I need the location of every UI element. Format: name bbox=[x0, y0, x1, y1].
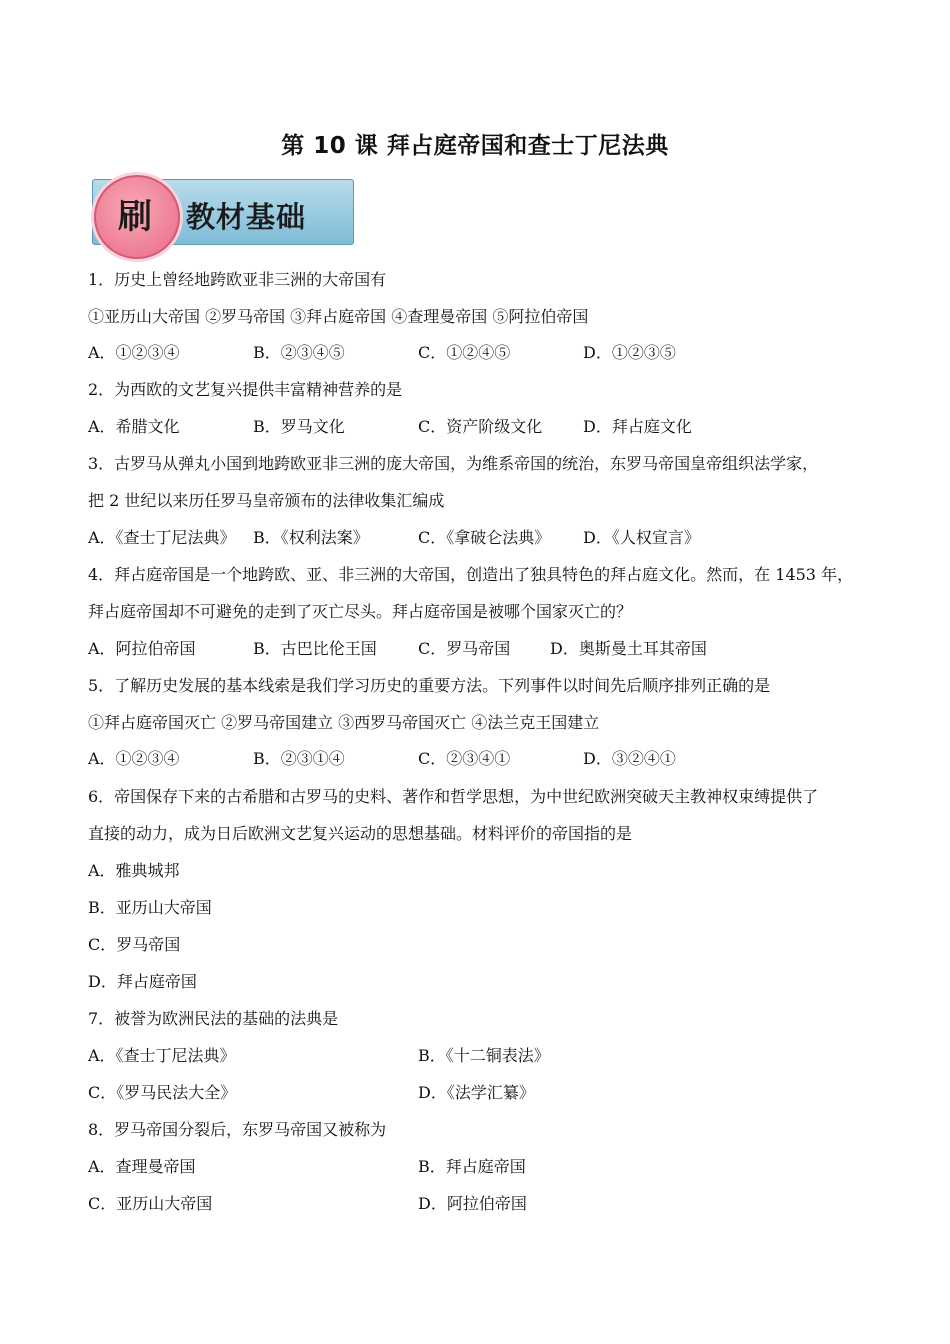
question-2-option-a: A．希腊文化 bbox=[88, 417, 180, 436]
question-8-option-d: D．阿拉伯帝国 bbox=[418, 1194, 527, 1213]
question-1-option-d: D．①②③⑤ bbox=[583, 343, 676, 362]
question-3-option-d: D．《人权宣言》 bbox=[583, 528, 700, 547]
question-4-stem-1: 4．拜占庭帝国是一个地跨欧、亚、非三洲的大帝国，创造出了独具特色的拜占庭文化。然而，在 1453 年， bbox=[88, 565, 854, 584]
question-7-option-c: C．《罗马民法大全》 bbox=[88, 1083, 237, 1102]
banner-label: 教材基础 bbox=[186, 200, 307, 234]
question-3-stem-2: 把 2 世纪以来历任罗马皇帝颁布的法律收集汇编成 bbox=[88, 491, 445, 510]
question-7-option-b: B．《十二铜表法》 bbox=[418, 1046, 550, 1065]
question-8-stem-1: 8．罗马帝国分裂后，东罗马帝国又被称为 bbox=[88, 1120, 387, 1139]
question-5-option-c: C．②③④① bbox=[418, 749, 511, 768]
question-1-stem-2: ①亚历山大帝国 ②罗马帝国 ③拜占庭帝国 ④查理曼帝国 ⑤阿拉伯帝国 bbox=[88, 307, 589, 326]
question-3-option-c: C．《拿破仑法典》 bbox=[418, 528, 551, 547]
question-2-option-b: B．罗马文化 bbox=[253, 417, 345, 436]
question-6-stem-1: 6．帝国保存下来的古希腊和古罗马的史料、著作和哲学思想，为中世纪欧洲突破天主教神权束缚提供了 bbox=[88, 787, 819, 806]
question-4-option-c: C．罗马帝国 bbox=[418, 639, 511, 658]
question-8-option-a: A．查理曼帝国 bbox=[88, 1157, 196, 1176]
question-3-option-b: B．《权利法案》 bbox=[253, 528, 369, 547]
page-title: 第 10 课 拜占庭帝国和查士丁尼法典 bbox=[281, 133, 669, 159]
question-6-option-c: C．罗马帝国 bbox=[88, 935, 181, 954]
question-6-option-a: A．雅典城邦 bbox=[88, 861, 180, 880]
banner-badge-text: 刷 bbox=[118, 197, 152, 237]
question-7-option-a: A．《查士丁尼法典》 bbox=[88, 1046, 236, 1065]
question-2-option-d: D．拜占庭文化 bbox=[583, 417, 692, 436]
question-5-option-a: A．①②③④ bbox=[88, 749, 180, 768]
question-6-option-d: D．拜占庭帝国 bbox=[88, 972, 197, 991]
question-6-option-b: B．亚历山大帝国 bbox=[88, 898, 212, 917]
question-4-option-b: B．古巴比伦王国 bbox=[253, 639, 377, 658]
question-5-option-d: D．③②④① bbox=[583, 749, 676, 768]
question-3-option-a: A．《查士丁尼法典》 bbox=[88, 528, 236, 547]
question-8-option-b: B．拜占庭帝国 bbox=[418, 1157, 526, 1176]
question-1-option-b: B．②③④⑤ bbox=[253, 343, 345, 362]
question-8-option-c: C．亚历山大帝国 bbox=[88, 1194, 213, 1213]
question-5-option-b: B．②③①④ bbox=[253, 749, 345, 768]
question-4-option-a: A．阿拉伯帝国 bbox=[88, 639, 196, 658]
section-banner bbox=[90, 177, 354, 247]
question-1-option-a: A．①②③④ bbox=[88, 343, 180, 362]
question-2-stem-1: 2．为西欧的文艺复兴提供丰富精神营养的是 bbox=[88, 380, 403, 399]
question-1-stem-1: 1．历史上曾经地跨欧亚非三洲的大帝国有 bbox=[88, 270, 387, 289]
question-1-option-c: C．①②④⑤ bbox=[418, 343, 511, 362]
question-7-stem-1: 7．被誉为欧洲民法的基础的法典是 bbox=[88, 1009, 339, 1028]
question-5-stem-1: 5．了解历史发展的基本线索是我们学习历史的重要方法。下列事件以时间先后顺序排列正确的是 bbox=[88, 676, 771, 695]
question-7-option-d: D．《法学汇纂》 bbox=[418, 1083, 535, 1102]
question-4-stem-2: 拜占庭帝国却不可避免的走到了灭亡尽头。拜占庭帝国是被哪个国家灭亡的？ bbox=[88, 602, 633, 621]
question-5-stem-2: ①拜占庭帝国灭亡 ②罗马帝国建立 ③西罗马帝国灭亡 ④法兰克王国建立 bbox=[88, 713, 600, 732]
question-3-stem-1: 3．古罗马从弹丸小国到地跨欧亚非三洲的庞大帝国，为维系帝国的统治，东罗马帝国皇帝组织法学家， bbox=[88, 454, 819, 473]
question-2-option-c: C．资产阶级文化 bbox=[418, 417, 543, 436]
question-4-option-d: D．奥斯曼土耳其帝国 bbox=[550, 639, 707, 658]
question-6-stem-2: 直接的动力，成为日后欧洲文艺复兴运动的思想基础。材料评价的帝国指的是 bbox=[88, 824, 633, 843]
